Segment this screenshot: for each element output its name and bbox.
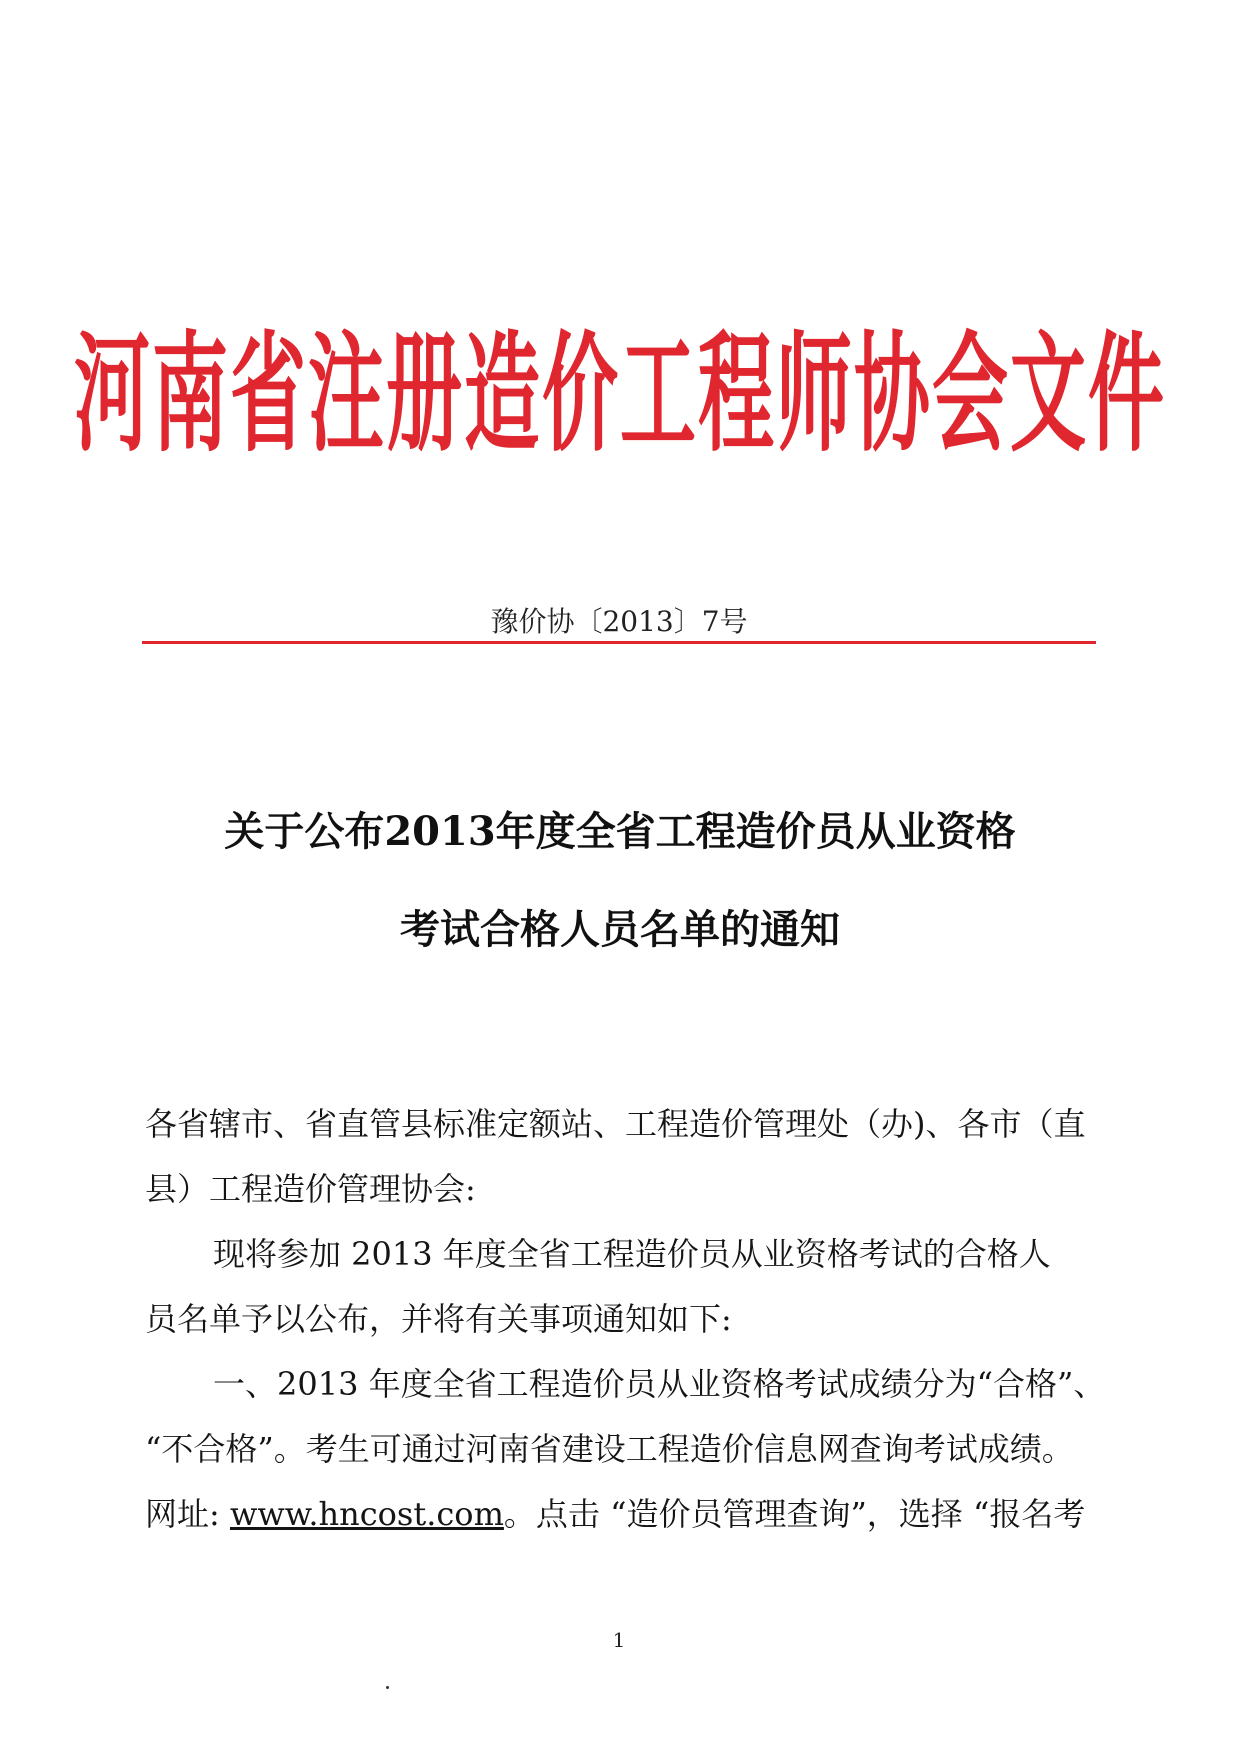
paragraph-1-line-1: 现将参加 2013 年度全省工程造价员从业资格考试的合格人 [213, 1235, 1051, 1273]
paragraph-2-line-3 [145, 1482, 1105, 1547]
document-number: 豫价协〔2013〕7号 [490, 605, 748, 638]
notice-body [145, 1092, 1105, 1547]
page-number: 1 [612, 1628, 626, 1652]
scan-speck [386, 1686, 389, 1689]
website-label: 网址: [145, 1495, 230, 1533]
notice-title-line-1: 关于公布2013年度全省工程造价员从业资格 [224, 808, 1016, 855]
addressee-line-1: 各省辖市、省直管县标准定额站、工程造价管理处（办)、各市（直 [145, 1105, 1086, 1143]
masthead-title: 河南省注册造价工程师协会文件 [74, 317, 1166, 469]
paragraph-1-line-2: 员名单予以公布，并将有关事项通知如下: [145, 1300, 732, 1338]
notice-title-line-2: 考试合格人员名单的通知 [400, 906, 840, 953]
addressee-line-2: 县）工程造价管理协会: [145, 1170, 476, 1208]
red-divider-line [142, 641, 1096, 644]
website-link[interactable]: www.hncost.com [229, 1495, 504, 1533]
masthead [74, 298, 1166, 469]
paragraph-2-line-2: “不合格”。考生可通过河南省建设工程造价信息网查询考试成绩。 [145, 1430, 1074, 1468]
paragraph-2-line-1: 一、2013 年度全省工程造价员从业资格考试成绩分为“合格”、 [213, 1365, 1106, 1403]
instruction-text: 。点击 “造价员管理查询”，选择 “报名考 [503, 1495, 1086, 1533]
